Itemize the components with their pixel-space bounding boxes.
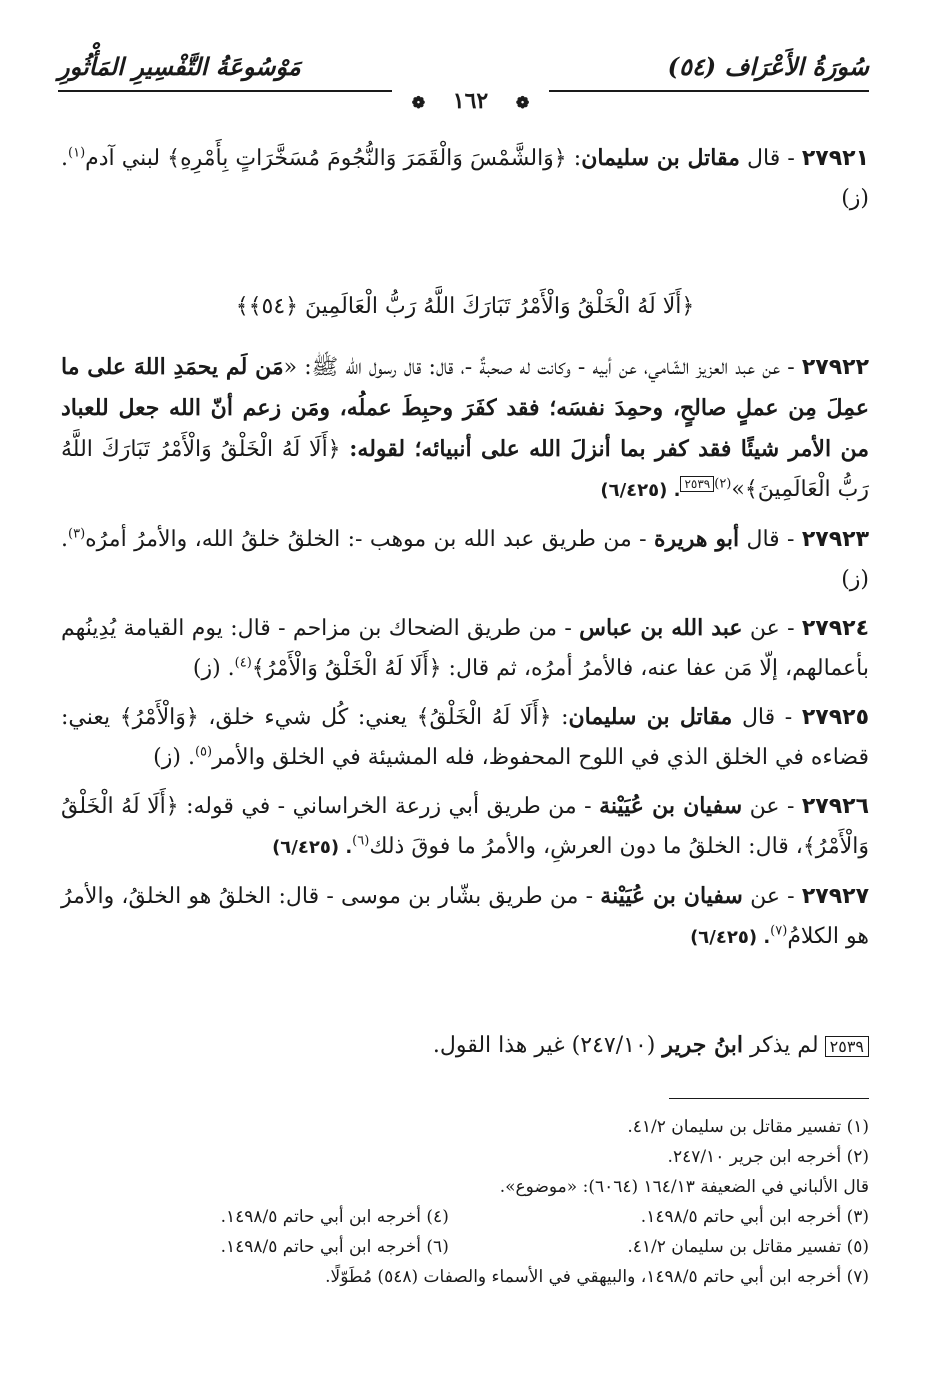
footnote-3: (٣) أخرجه ابن أبي حاتم ١٤٩٨/٥.	[640, 1207, 869, 1227]
ornament-icon: ❁	[402, 93, 435, 112]
commentary-number: ٢٥٣٩	[825, 1036, 869, 1057]
entry-text: - من طريق عبد الله بن موهب -: الخلقُ خلقُ الله، والأمرُ أمرُه	[85, 527, 654, 552]
verse-heading: ﴿أَلَا لَهُ الْخَلْقُ وَالْأَمْرُ تَبَارَكَ اللَّهُ رَبُّ الْعَالَمِينَ ﴿٥٤﴾﴾	[235, 294, 695, 319]
footnote-2-note: قال الألباني في الضعيفة ١٦٤/١٣ (٦٠٦٤): «موضوع».	[499, 1177, 869, 1197]
entry-27922	[61, 347, 869, 511]
narrator-name: عبد الله بن عباس	[579, 615, 743, 641]
footnote-6: (٦) أخرجه ابن أبي حاتم ١٤٩٨/٥.	[220, 1237, 449, 1257]
page-number: ١٦٢	[443, 88, 498, 114]
footnote-marker: (١)	[68, 145, 86, 161]
quran-quote: ﴿أَلَا لَهُ الْخَلْقُ وَالْأَمْرُ تَبَارَكَ اللَّهُ رَبُّ الْعَالَمِينَ﴾»	[61, 437, 869, 502]
hadith-text: مَن لَم يحمَدِ اللهَ على ما عمِلَ مِن عملٍ صالحٍ، وحمِدَ نفسَه؛ فقد كفَرَ وحبِطَ عملُه، ومَن زعم أنّ الله جعل للعباد من الأمر شيئًا فقد كفر بما أنزلَ الله على أنبيائه؛ لقوله:	[61, 354, 869, 462]
footnote-2: (٢) أخرجه ابن جرير ٢٤٧/١٠.	[667, 1147, 869, 1167]
footnote-row	[61, 1202, 869, 1232]
narrator-name: سفيان بن عُيَيْنة	[599, 793, 743, 819]
book-title: مَوْسُوعَةُ التَّفْسِيرِ المَأْثُورِ	[58, 52, 301, 81]
commentary-ref: ٢٥٣٩	[680, 476, 714, 492]
entry-number: ٢٧٩٢٦	[801, 794, 869, 819]
entry-text: - من طريق بشّار بن موسى - قال: الخلقُ هو الخلقُ، والأمرُ هو الكلامُ	[61, 884, 869, 949]
entry-text: - قال	[739, 527, 802, 552]
entry-number: ٢٧٩٢٥	[801, 705, 869, 730]
narrator-name: مقاتل بن سليمان	[581, 145, 740, 171]
footnote-4: (٤) أخرجه ابن أبي حاتم ١٤٩٨/٥.	[220, 1207, 449, 1227]
volume-ref: . (٦/٤٢٥)	[272, 837, 353, 858]
entry-text: - قال	[739, 146, 802, 171]
narrator-name: سفيان بن عُيَيْنة	[600, 883, 743, 909]
footnote-row	[61, 1232, 869, 1262]
entry-source: . (ز)	[153, 745, 195, 770]
entry-27926	[61, 786, 869, 868]
entry-27921	[61, 138, 869, 219]
narrator-name: مقاتل بن سليمان	[568, 704, 733, 730]
note-text: لم يذكر	[743, 1033, 819, 1058]
entry-number: ٢٧٩٢٤	[801, 616, 869, 641]
entry-text: : ﴿وَالشَّمْسَ وَالْقَمَرَ وَالنُّجُومَ مُسَخَّرَاتٍ بِأَمْرِهِ﴾ لبني آدم	[85, 146, 582, 171]
entry-text: - عن عبد العزيز الشّامي، عن أبيه - وكانت له صحبةٌ -، قال: قال رسول الله ﷺ: «	[283, 355, 802, 380]
entry-text: - من طريق الضحاك بن مزاحم - قال: يوم القيامة يُدِينُهم بأعمالهم، إلّا مَن عفا عنه، فالأمرُ أمرُه، ثم قال: ﴿أَلَا لَهُ الْخَلْقُ وَالْأَمْرُ﴾	[61, 616, 869, 681]
volume-ref: . (٦/٤٢٥)	[600, 480, 681, 501]
entry-27923	[61, 519, 869, 600]
footnote-marker: (٣)	[68, 526, 86, 542]
narrator-name: أبو هريرة	[653, 526, 740, 552]
footnote-1: (١) تفسير مقاتل بن سليمان ٤١/٢.	[627, 1117, 869, 1137]
footnote-marker: (٧)	[770, 923, 788, 939]
entry-source: . (ز)	[61, 527, 869, 592]
entry-number: ٢٧٩٢٣	[801, 527, 869, 552]
note-name: ابنُ جرير	[662, 1032, 743, 1058]
entry-text: - من طريق أبي زرعة الخراساني - في قوله: ﴿أَلَا لَهُ الْخَلْقُ وَالْأَمْرُ﴾، قال: الخلقُ ما دون العرشِ، والأمرُ ما فوقَ ذلك	[61, 794, 869, 859]
page-number-wrap	[0, 88, 941, 114]
entry-text: - عن	[742, 794, 802, 819]
footnote-marker: (٤)	[234, 655, 252, 671]
footnote-marker: (٥)	[194, 744, 213, 760]
entry-27925	[61, 697, 869, 778]
main-text	[61, 138, 869, 966]
entry-text: : ﴿أَلَا لَهُ الْخَلْقُ﴾ يعني: كُل شيء خلق، ﴿وَالْأَمْرُ﴾ يعني: قضاءه في الخلق الذي في اللوح المحفوظ، فله المشيئة في الخلق والأمر	[61, 705, 869, 770]
entry-text: - عن	[742, 616, 802, 641]
entry-number: ٢٧٩٢١	[801, 146, 869, 171]
footnote-7: (٧) أخرجه ابن أبي حاتم ١٤٩٨/٥، والبيهقي في الأسماء والصفات (٥٤٨) مُطَوّلًا.	[325, 1267, 869, 1287]
commentary-note	[61, 1032, 869, 1058]
entry-27927	[61, 876, 869, 958]
entry-27924	[61, 608, 869, 689]
entry-text: - قال	[732, 705, 802, 730]
entry-number: ٢٧٩٢٧	[801, 884, 869, 909]
footnotes	[61, 1112, 869, 1292]
volume-ref: . (٦/٤٢٥)	[690, 927, 771, 948]
ornament-icon: ❁	[506, 93, 539, 112]
entry-source: . (ز)	[192, 656, 235, 681]
footnote-5: (٥) تفسير مقاتل بن سليمان ٤١/٢.	[627, 1237, 869, 1257]
surah-title: سُورَةُ الأَعْرَاف (٥٤)	[667, 52, 869, 81]
entry-number: ٢٧٩٢٢	[801, 355, 869, 380]
footnote-divider	[669, 1098, 869, 1099]
entry-text: - عن	[742, 884, 802, 909]
footnote-marker: (٦)	[352, 833, 370, 849]
footnote-marker: (٢)	[714, 476, 732, 492]
note-text: (٢٤٧/١٠) غير هذا القول.	[432, 1033, 663, 1058]
entry-source: . (ز)	[61, 146, 869, 211]
